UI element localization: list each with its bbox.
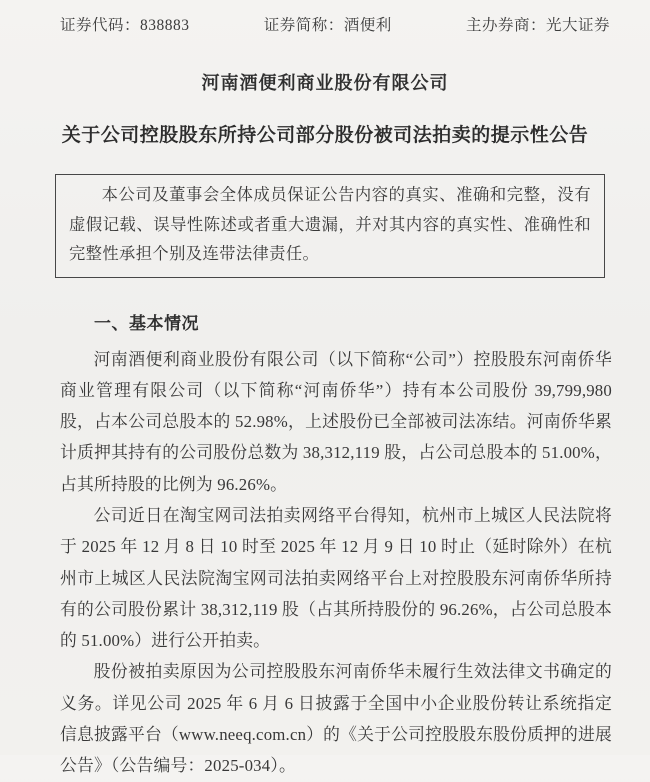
document-header-row (0, 0, 650, 35)
paragraph-auction-details: 公司近日在淘宝网司法拍卖网络平台得知，杭州市上城区人民法院将于 2025 年 12 月 8 日 10 时至 2025 年 12 月 9 日 10 时止（延时除外）在杭州市上城区人民法院淘宝网司法拍卖网络平台上对控股股东河南侨华所持有的公司股份累计 38,312,119 股（占其所持股份的 96.26%，占公司总股本的 51.00%）进行公开拍卖。 (60, 505, 612, 651)
stock-code-value: 838883 (140, 17, 190, 34)
stock-name-label: 证券简称： (263, 17, 344, 34)
sponsor-label: 主办券商： (465, 17, 546, 34)
section-heading: 一、基本情况 (94, 313, 199, 333)
board-disclaimer-box (55, 174, 605, 278)
stock-name-value: 酒便利 (343, 17, 392, 34)
paragraph-auction-reason: 股份被拍卖原因为公司控股股东河南侨华未履行生效法律文书确定的义务。详见公司 2025 年 6 月 6 日披露于全国中小企业股份转让系统指定信息披露平台（www.neeq.com.cn）的《关于公司控股股东股份质押的进展公告》（公告编号：2025-034）。 (60, 662, 612, 776)
announcement-title: 关于公司控股股东所持公司部分股份被司法拍卖的提示性公告 (61, 125, 589, 146)
stock-code-label: 证券代码： (60, 17, 141, 34)
board-disclaimer-text: 本公司及董事会全体成员保证公告内容的真实、准确和完整，没有虚假记载、误导性陈述或者重大遗漏，并对其内容的真实性、准确性和完整性承担个别及连带法律责任。 (69, 185, 591, 263)
section-basic-situation (60, 308, 612, 782)
sponsor-value: 光大证券 (545, 17, 610, 34)
company-title: 河南酒便利商业股份有限公司 (201, 73, 449, 93)
paragraph-shareholding-overview: 河南酒便利商业股份有限公司（以下简称“公司”）控股股东河南侨华商业管理有限公司（以下简称“河南侨华”）持有本公司股份 39,799,980 股，占本公司总股本的 52.98%，上述股份已全部被司法冻结。河南侨华累计质押其持有的公司股份总数为 38,312,119 股，占公司总股本的 51.00%，占其所持股的比例为 96.26%。 (60, 349, 612, 494)
stock-code (60, 13, 190, 35)
stock-name (264, 13, 392, 35)
sponsor-broker (466, 13, 610, 35)
